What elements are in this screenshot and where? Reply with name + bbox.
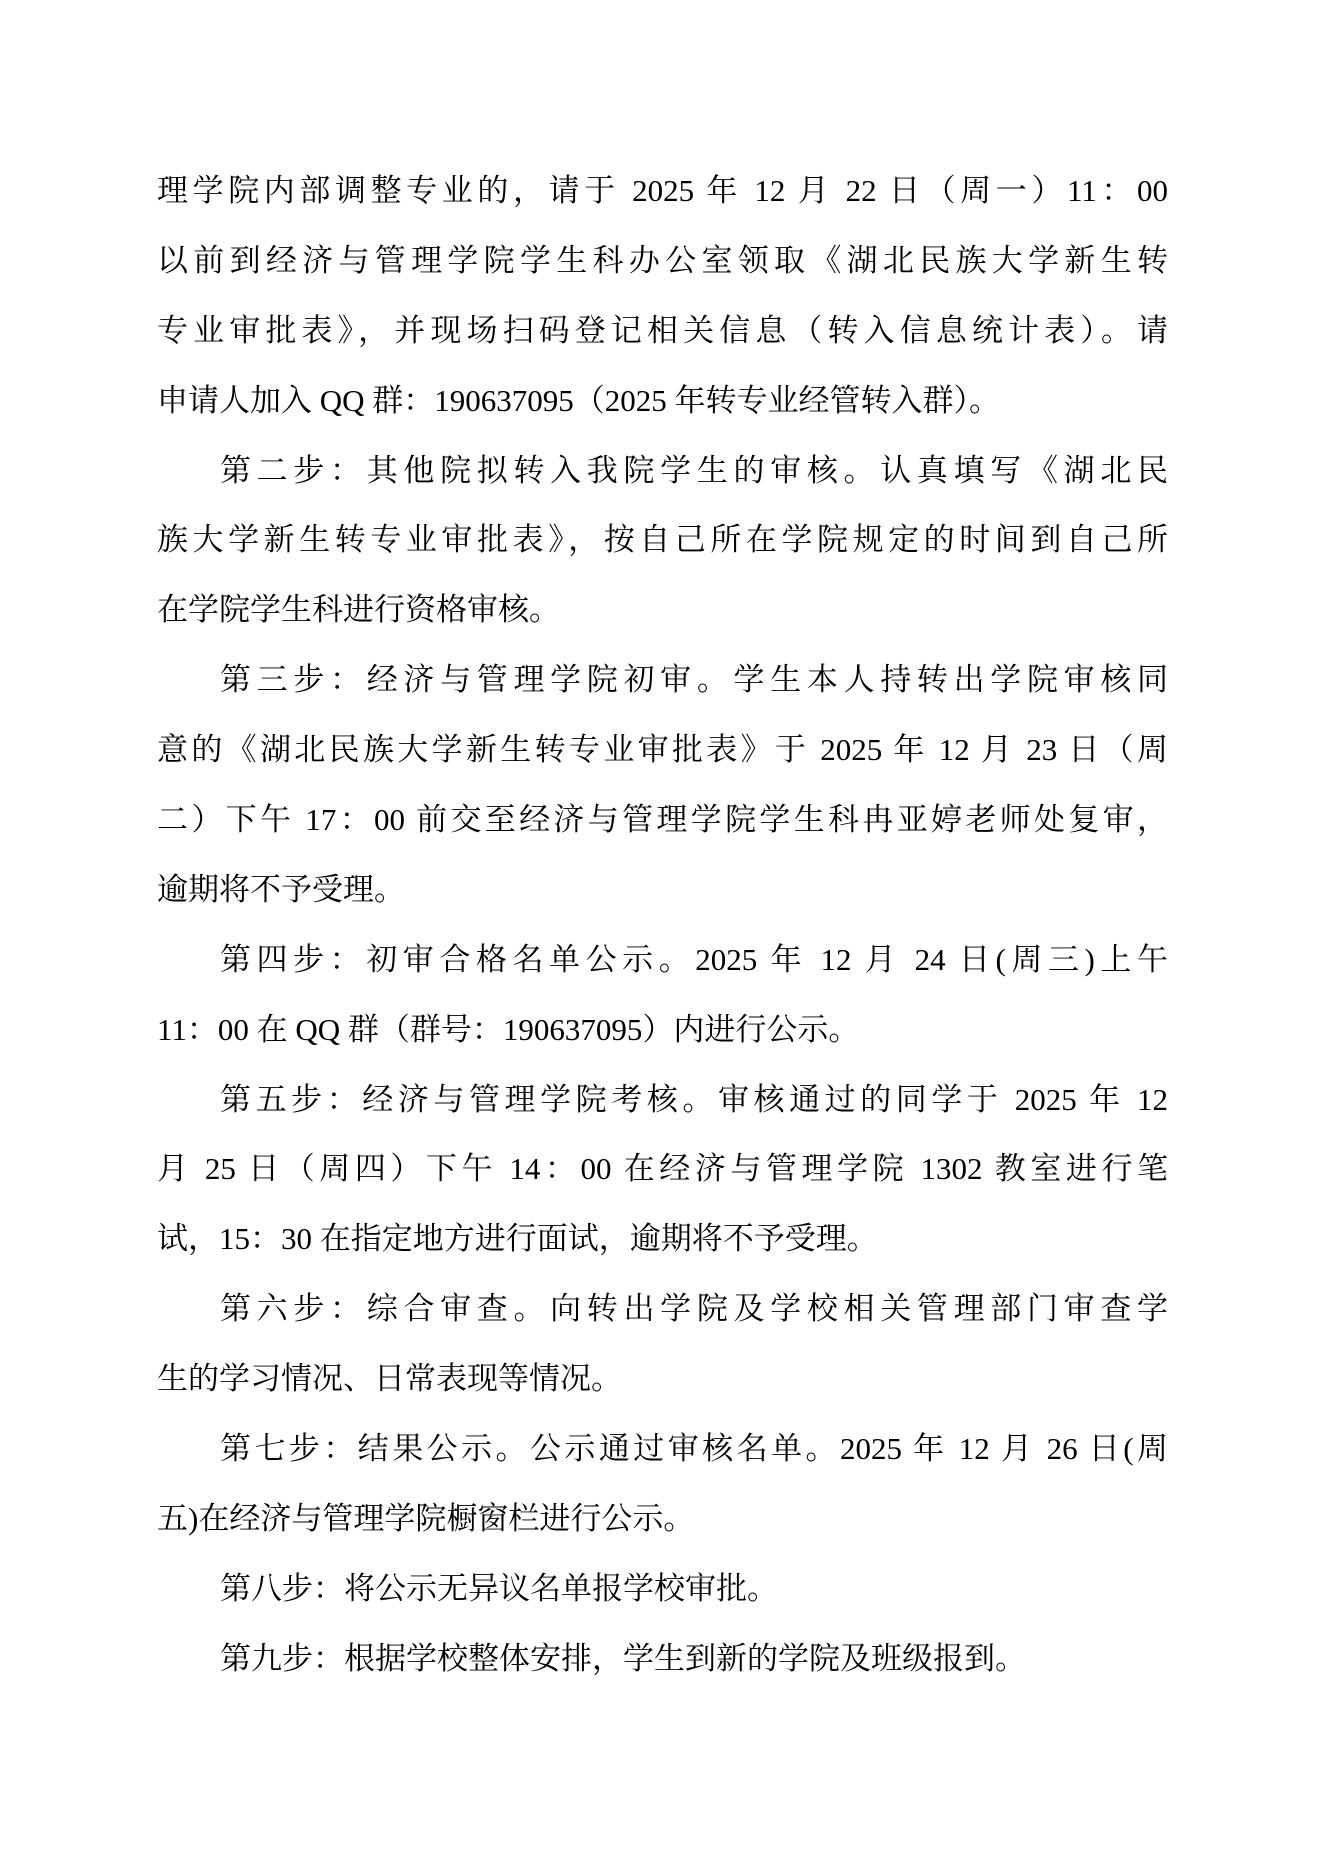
- document-body: [157, 156, 1168, 1694]
- text-line: 在学院学生科进行资格审核。: [157, 592, 560, 628]
- text-line: 月 25 日（周四）下午 14：00 在经济与管理学院 1302 教室进行笔: [157, 1151, 1168, 1187]
- text-line: 第九步：根据学校整体安排，学生到新的学院及班级报到。: [220, 1640, 1026, 1676]
- text-line: 理学院内部调整专业的，请于 2025 年 12 月 22 日（周一）11：00: [157, 173, 1168, 208]
- text-line: 意的《湖北民族大学新生转专业审批表》于 2025 年 12 月 23 日（周: [157, 732, 1168, 768]
- text-line: 第六步：综合审查。向转出学院及学校相关管理部门审查学: [220, 1291, 1168, 1327]
- text-line: 第八步：将公示无异议名单报学校审批。: [220, 1570, 778, 1606]
- text-line: 生的学习情况、日常表现等情况。: [157, 1361, 622, 1397]
- text-line: 第七步：结果公示。公示通过审核名单。2025 年 12 月 26 日(周: [220, 1431, 1168, 1467]
- text-line: 第二步：其他院拟转入我院学生的审核。认真填写《湖北民: [220, 452, 1168, 488]
- text-line: 逾期将不予受理。: [157, 871, 405, 907]
- text-line: 试，15：30 在指定地方进行面试，逾期将不予受理。: [157, 1221, 878, 1257]
- text-line: 第五步：经济与管理学院考核。审核通过的同学于 2025 年 12: [220, 1081, 1168, 1117]
- text-line: 五)在经济与管理学院橱窗栏进行公示。: [157, 1500, 695, 1536]
- text-line: 第三步：经济与管理学院初审。学生本人持转出学院审核同: [220, 662, 1168, 698]
- text-line: 族大学新生转专业审批表》，按自己所在学院规定的时间到自己所: [157, 522, 1168, 558]
- text-line: 11：00 在 QQ 群（群号：190637095）内进行公示。: [157, 1011, 860, 1047]
- text-line: 专业审批表》，并现场扫码登记相关信息（转入信息统计表）。请: [157, 312, 1168, 348]
- text-line: 二）下午 17：00 前交至经济与管理学院学生科冉亚婷老师处复审，: [157, 802, 1168, 838]
- text-line: 申请人加入 QQ 群：190637095（2025 年转专业经管转入群）。: [157, 382, 1001, 418]
- text-line: 第四步：初审合格名单公示。2025 年 12 月 24 日(周三)上午: [220, 941, 1168, 977]
- text-line: 以前到经济与管理学院学生科办公室领取《湖北民族大学新生转: [157, 242, 1168, 278]
